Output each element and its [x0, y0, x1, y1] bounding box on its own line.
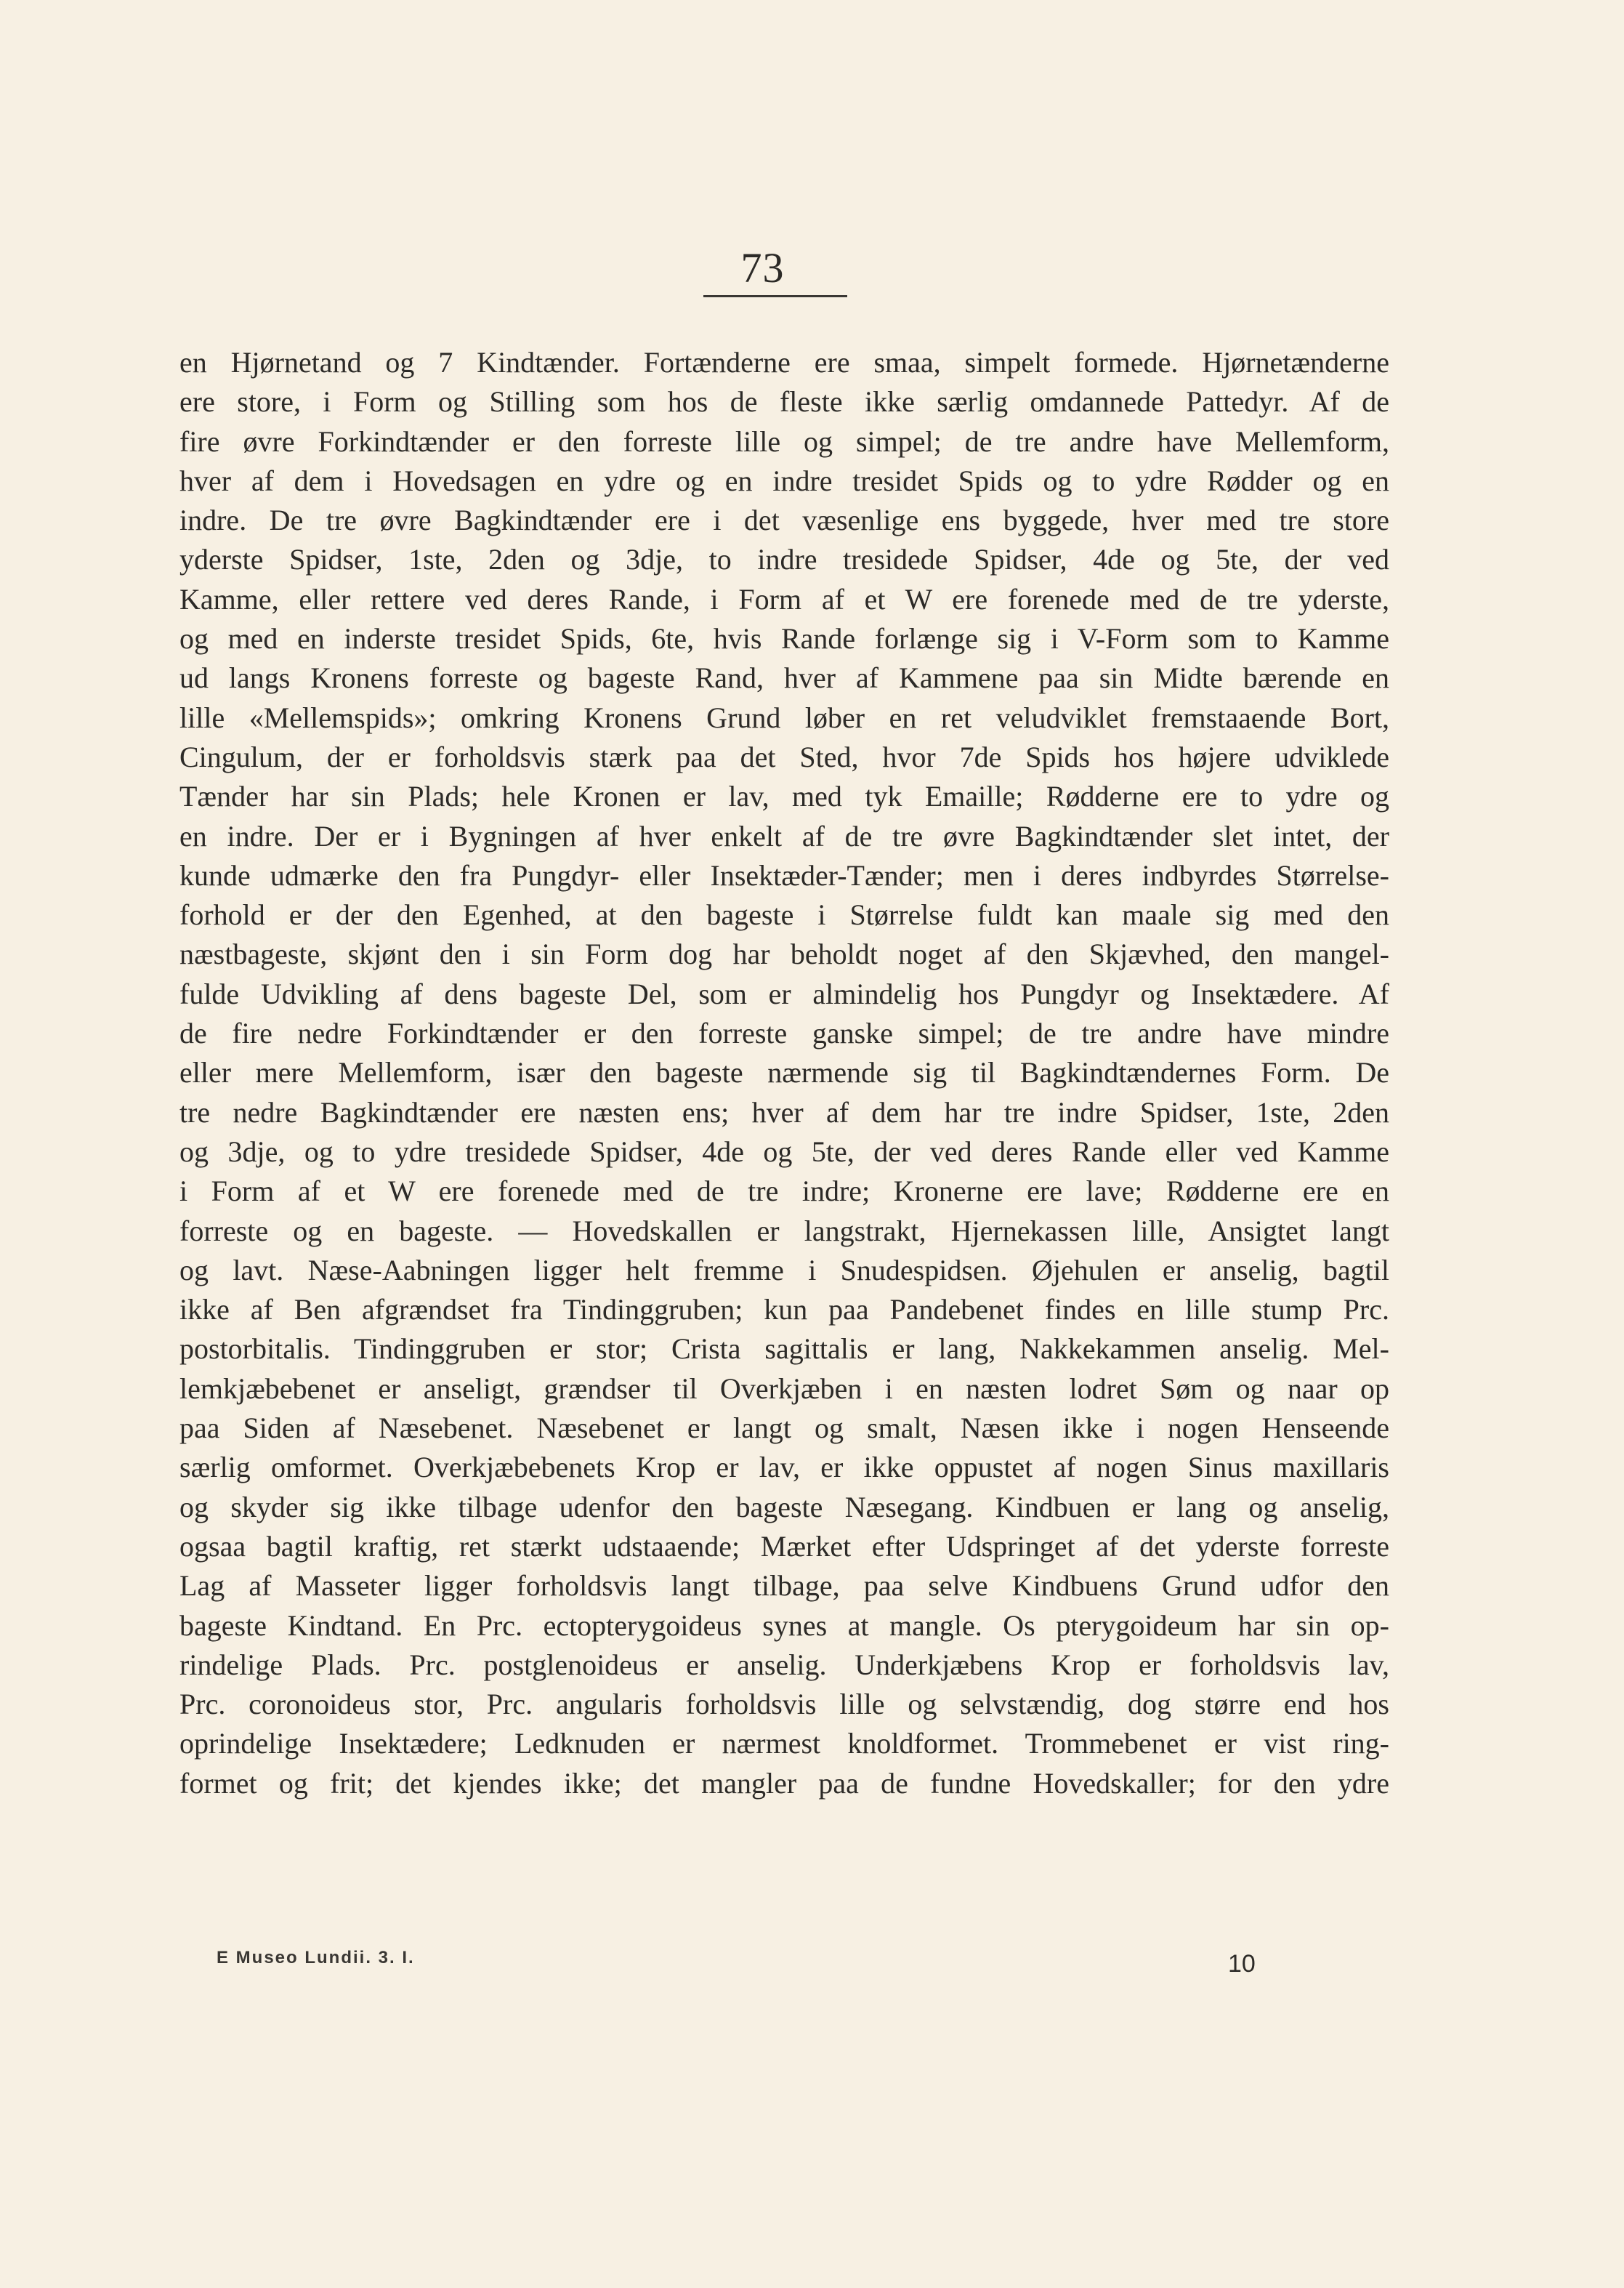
text-line: paa Siden af Næsebenet. Næsebenet er langt og smalt, Næsen ikke i nogen Henseende	[179, 1411, 1389, 1445]
text-line: lille «Mellemspids»; omkring Kronens Grund løber en ret veludviklet fremstaaende Bort,	[179, 701, 1389, 734]
text-line: Prc. coronoideus stor, Prc. angularis forholdsvis lille og selvstændig, dog større end hos	[179, 1688, 1389, 1721]
text-line: oprindelige Insektædere; Ledknuden er nærmest knoldformet. Trommebenet er vist ring-	[179, 1727, 1389, 1760]
text-line: forreste og en bageste. — Hovedskallen er langstrakt, Hjernekassen lille, Ansigtet langt	[179, 1214, 1389, 1247]
text-line: formet og frit; det kjendes ikke; det mangler paa de fundne Hovedskaller; for den ydre	[179, 1766, 1389, 1800]
footer-signature: E Museo Lundii. 3. I.	[217, 1948, 415, 1967]
text-line: ikke af Ben afgrændset fra Tindinggruben; kun paa Pandebenet findes en lille stump Prc.	[179, 1293, 1389, 1326]
text-line: fulde Udvikling af dens bageste Del, som er almindelig hos Pungdyr og Insektædere. Af	[179, 977, 1389, 1010]
text-line: de fire nedre Forkindtænder er den forreste ganske simpel; de tre andre have mindre	[179, 1017, 1389, 1050]
text-line: kunde udmærke den fra Pungdyr- eller Insektæder-Tænder; men i deres indbyrdes Størrelse-	[179, 858, 1389, 892]
text-line: ud langs Kronens forreste og bageste Rand, hver af Kammene paa sin Midte bærende en	[179, 661, 1389, 695]
text-line: næstbageste, skjønt den i sin Form dog har beholdt noget af den Skjævhed, den mangel-	[179, 938, 1389, 971]
text-line: tre nedre Bagkindtænder ere næsten ens; hver af dem har tre indre Spidser, 1ste, 2den	[179, 1095, 1389, 1129]
text-line: yderste Spidser, 1ste, 2den og 3dje, to indre tresidede Spidser, 4de og 5te, der ved	[179, 543, 1389, 576]
text-line: og med en inderste tresidet Spids, 6te, hvis Rande forlænge sig i V-Form som to Kamme	[179, 622, 1389, 656]
text-line: bageste Kindtand. En Prc. ectopterygoideus synes at mangle. Os pterygoideum har sin op-	[179, 1608, 1389, 1642]
text-line: ere store, i Form og Stilling som hos de fleste ikke særlig omdannede Pattedyr. Af de	[179, 385, 1389, 419]
text-line: ogsaa bagtil kraftig, ret stærkt udstaaende; Mærket efter Udspringet af det yderste forreste	[179, 1529, 1389, 1563]
text-line: Cingulum, der er forholdsvis stærk paa det Sted, hvor 7de Spids hos højere udviklede	[179, 740, 1389, 773]
text-line: fire øvre Forkindtænder er den forreste lille og simpel; de tre andre have Mellemform,	[179, 424, 1389, 458]
text-line: rindelige Plads. Prc. postglenoideus er anselig. Underkjæbens Krop er forholdsvis lav,	[179, 1648, 1389, 1681]
text-line: lemkjæbebenet er anseligt, grændser til Overkjæben i en næsten lodret Søm og naar op	[179, 1371, 1389, 1405]
body-text	[179, 343, 1389, 1803]
sheet-number: 10	[1228, 1950, 1256, 1978]
text-line: forhold er der den Egenhed, at den bageste i Størrelse fuldt kan maale sig med den	[179, 898, 1389, 932]
text-line: og lavt. Næse-Aabningen ligger helt fremme i Snudespidsen. Øjehulen er anselig, bagtil	[179, 1253, 1389, 1286]
text-line: eller mere Mellemform, især den bageste nærmende sig til Bagkindtændernes Form. De	[179, 1056, 1389, 1089]
text-line: indre. De tre øvre Bagkindtænder ere i det væsenlige ens byggede, hver med tre store	[179, 504, 1389, 537]
page-number: 73	[740, 244, 785, 291]
text-line: i Form af et W ere forenede med de tre indre; Kronerne ere lave; Rødderne ere en	[179, 1175, 1389, 1208]
text-line: en Hjørnetand og 7 Kindtænder. Fortænderne ere smaa, simpelt formede. Hjørnetænderne	[179, 346, 1389, 379]
text-line: postorbitalis. Tindinggruben er stor; Crista sagittalis er lang, Nakkekammen anselig. Mel-	[179, 1332, 1389, 1366]
text-line: særlig omformet. Overkjæbebenets Krop er lav, er ikke oppustet af nogen Sinus maxillaris	[179, 1451, 1389, 1484]
text-line: Tænder har sin Plads; hele Kronen er lav, med tyk Emaille; Rødderne ere to ydre og	[179, 780, 1389, 813]
text-line: og skyder sig ikke tilbage udenfor den bageste Næsegang. Kindbuen er lang og anselig,	[179, 1490, 1389, 1523]
text-line: en indre. Der er i Bygningen af hver enkelt af de tre øvre Bagkindtænder slet intet, der	[179, 819, 1389, 853]
page-number-rule	[703, 295, 847, 297]
text-line: Lag af Masseter ligger forholdsvis langt tilbage, paa selve Kindbuens Grund udfor den	[179, 1569, 1389, 1603]
text-line: hver af dem i Hovedsagen en ydre og en indre tresidet Spids og to ydre Rødder og en	[179, 464, 1389, 497]
text-line: og 3dje, og to ydre tresidede Spidser, 4de og 5te, der ved deres Rande eller ved Kamme	[179, 1135, 1389, 1168]
text-line: Kamme, eller rettere ved deres Rande, i Form af et W ere forenede med de tre yderste,	[179, 582, 1389, 616]
